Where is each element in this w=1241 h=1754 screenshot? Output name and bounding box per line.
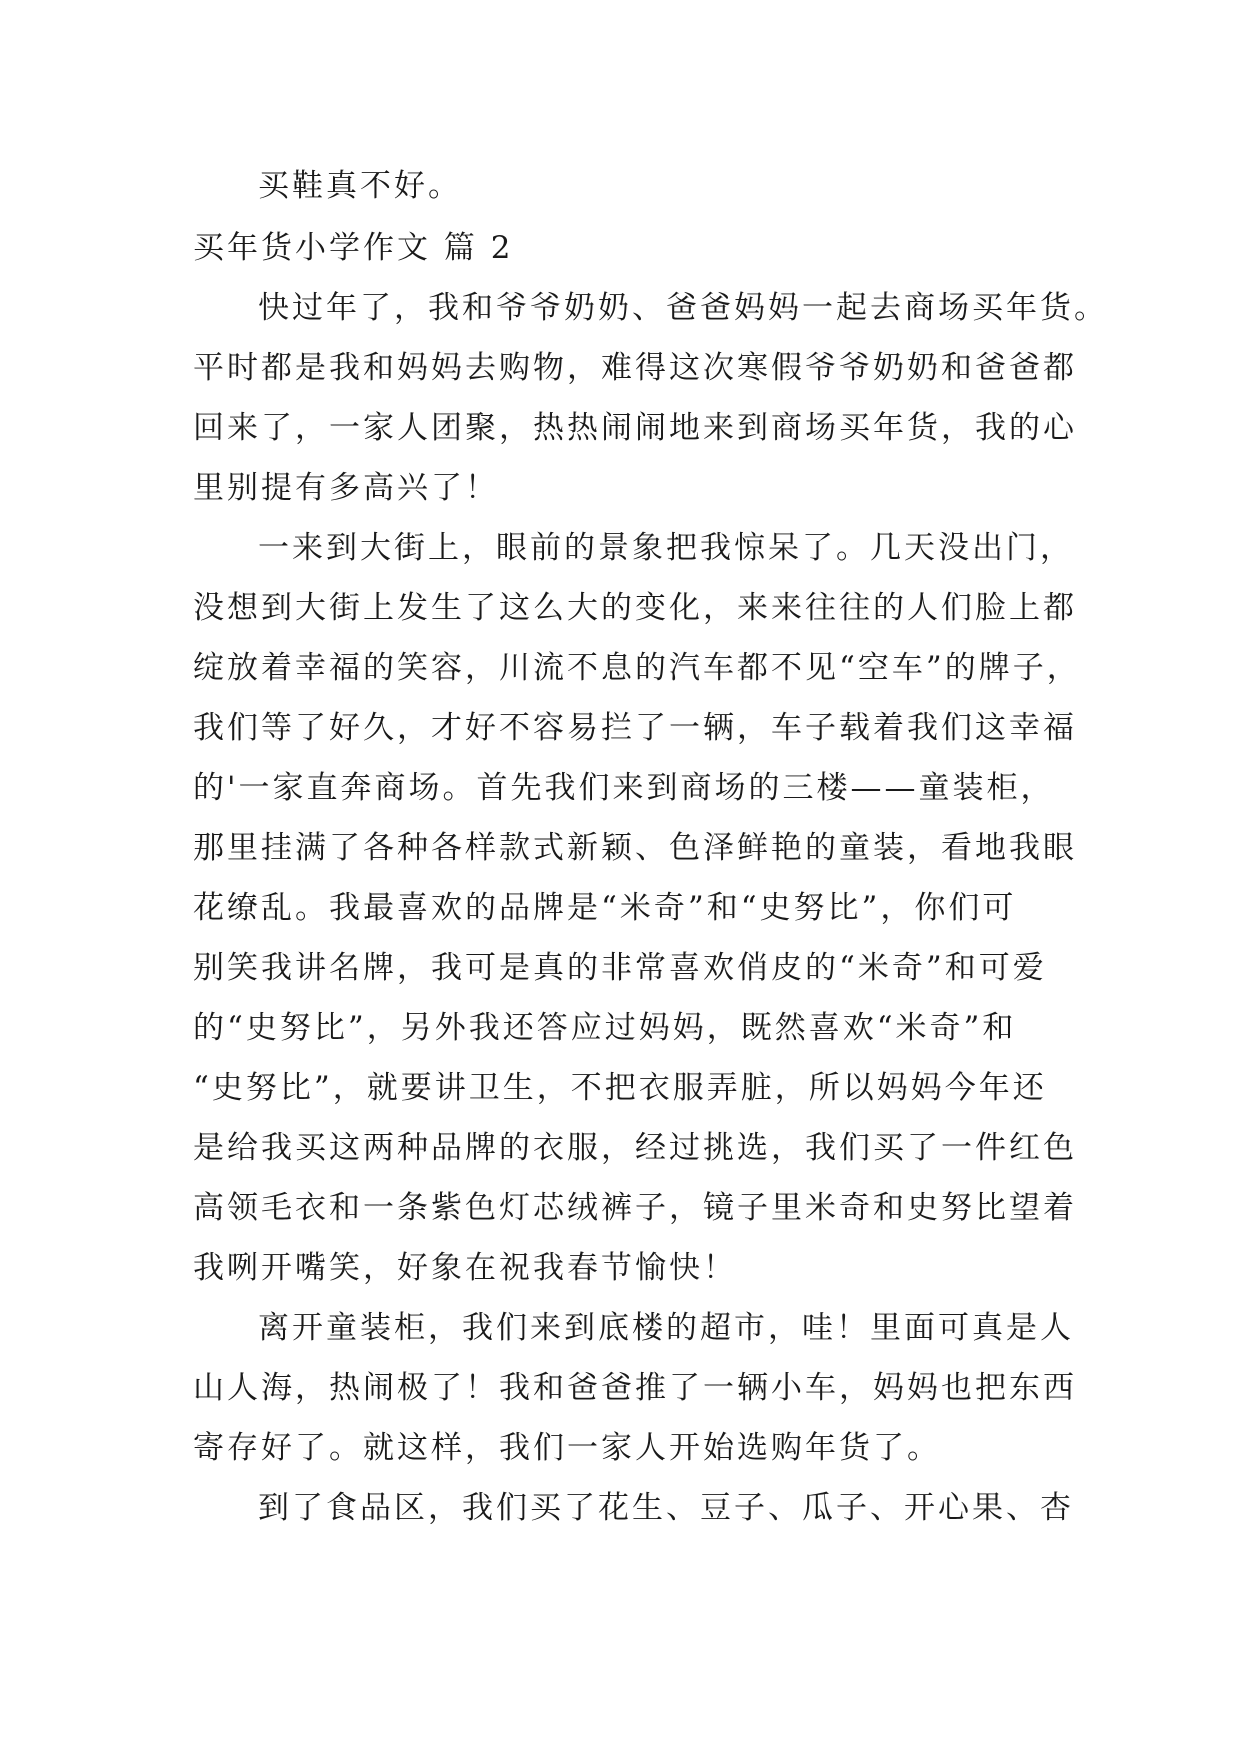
paragraph-line: 寄存好了。就这样，我们一家人开始选购年货了。	[193, 1430, 941, 1466]
paragraph-line: 一来到大街上，眼前的景象把我惊呆了。几天没出门，	[258, 530, 1074, 566]
paragraph-line: 是给我买这两种品牌的衣服，经过挑选，我们买了一件红色	[193, 1130, 1077, 1166]
paragraph-line: 绽放着幸福的笑容，川流不息的汽车都不见“空车”的牌子，	[193, 650, 1081, 686]
paragraph-line: 没想到大街上发生了这么大的变化，来来往往的人们脸上都	[193, 590, 1077, 626]
paragraph-line: 平时都是我和妈妈去购物，难得这次寒假爷爷奶奶和爸爸都	[193, 350, 1077, 386]
paragraph-line: 别笑我讲名牌，我可是真的非常喜欢俏皮的“米奇”和可爱	[193, 950, 1047, 986]
paragraph-line: 快过年了，我和爷爷奶奶、爸爸妈妈一起去商场买年货。	[258, 290, 1108, 326]
paragraph-line: 的“史努比”，另外我还答应过妈妈，既然喜欢“米奇”和	[193, 1010, 1017, 1046]
paragraph-line: 我们等了好久，才好不容易拦了一辆，车子载着我们这幸福	[193, 710, 1077, 746]
section-title: 买年货小学作文 篇 2	[193, 230, 514, 266]
paragraph-line: 山人海，热闹极了！我和爸爸推了一辆小车，妈妈也把东西	[193, 1370, 1077, 1406]
paragraph-line: 那里挂满了各种各样款式新颖、色泽鲜艳的童装，看地我眼	[193, 830, 1077, 866]
paragraph-line: 离开童装柜，我们来到底楼的超市，哇！里面可真是人	[258, 1310, 1074, 1346]
paragraph-line: 我咧开嘴笑，好象在祝我春节愉快！	[193, 1250, 737, 1286]
paragraph-line: 花缭乱。我最喜欢的品牌是“米奇”和“史努比”，你们可	[193, 890, 1017, 926]
paragraph-line: 高领毛衣和一条紫色灯芯绒裤子，镜子里米奇和史努比望着	[193, 1190, 1077, 1226]
paragraph-line: 到了食品区，我们买了花生、豆子、瓜子、开心果、杏	[258, 1490, 1074, 1526]
paragraph-line: “史努比”，就要讲卫生，不把衣服弄脏，所以妈妈今年还	[193, 1070, 1047, 1106]
paragraph-line: 回来了，一家人团聚，热热闹闹地来到商场买年货，我的心	[193, 410, 1077, 446]
paragraph-line: 里别提有多高兴了！	[193, 470, 499, 506]
intro-last-line: 买鞋真不好。	[258, 168, 462, 204]
paragraph-line: 的'一家直奔商场。首先我们来到商场的三楼——童装柜，	[193, 770, 1055, 806]
